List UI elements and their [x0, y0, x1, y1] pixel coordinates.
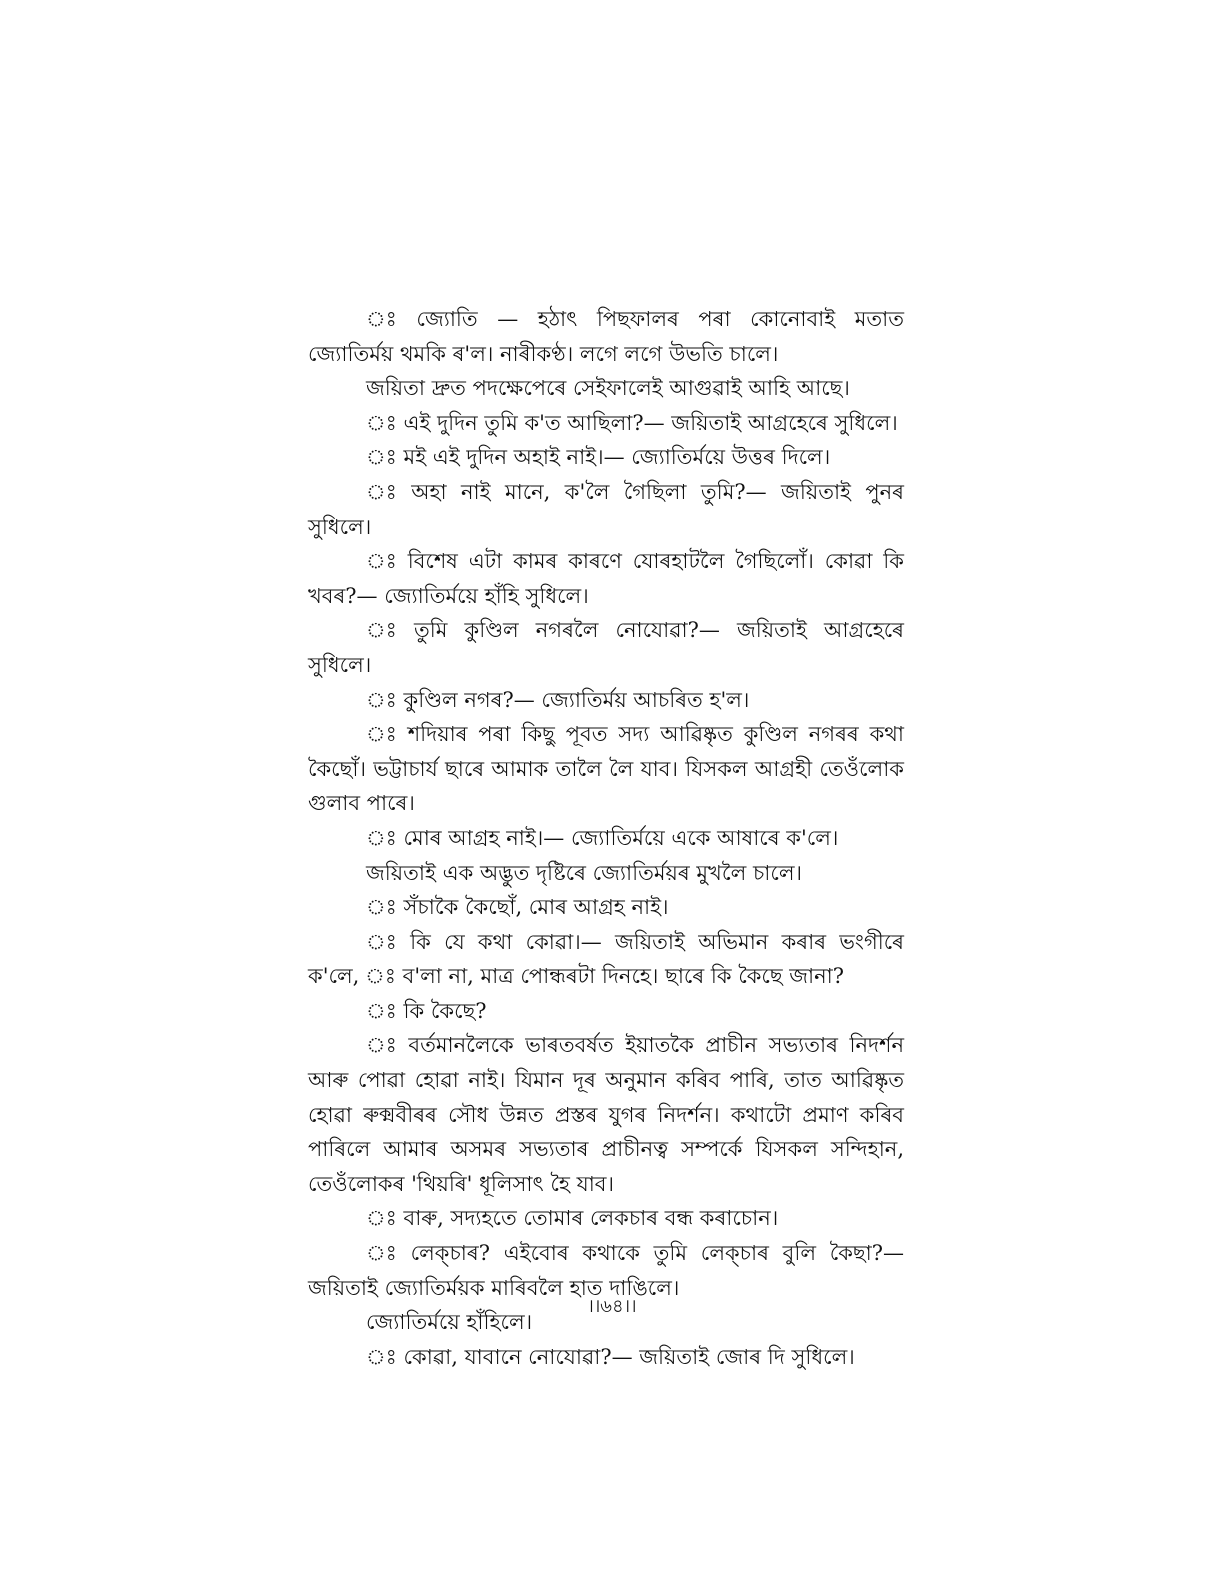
paragraph: ঃ মই এই দুদিন অহাই নাই।— জ্যোতিৰ্ময়ে উত্তৰ দিলে।	[366, 445, 831, 470]
paragraph: জয়িতা দ্ৰুত পদক্ষেপেৰে সেইফালেই আগুৱাই আহি আছে।	[366, 376, 850, 401]
paragraph: জয়িতাই এক অদ্ভুত দৃষ্টিৰে জ্যোতিৰ্ময়ৰ মুখলৈ চালে।	[366, 860, 802, 885]
paragraph: ঃ কি কৈছে?	[366, 998, 487, 1023]
paragraph: ঃ কুণ্ডিল নগৰ?— জ্যোতিৰ্ময় আচৰিত হ'ল।	[366, 687, 750, 712]
paragraph: ঃ বিশেষ এটা কামৰ কাৰণে যোৰহাটলৈ গৈছিলোঁ। কোৱা কি খবৰ?— জ্যোতিৰ্ময়ে হাঁহি সুধিলে।	[308, 549, 904, 608]
paragraph: ঃ মোৰ আগ্ৰহ নাই।— জ্যোতিৰ্ময়ে একে আষাৰে ক'লে।	[366, 825, 839, 850]
page-body-text	[308, 302, 904, 1374]
paragraph: ঃ শদিয়াৰ পৰা কিছু পূবত সদ্য আৱিষ্কৃত কুণ্ডিল নগৰৰ কথা কৈছোঁ। ভট্টাচাৰ্য ছাৰে আমাক তালৈ লৈ যাব। যিসকল আগ্ৰহী তেওঁলোক গুলাব পাৰে।	[308, 722, 904, 816]
paragraph: ঃ কি যে কথা কোৱা।— জয়িতাই অভিমান কৰাৰ ভংগীৰে ক'লে, ঃ ব'লা না, মাত্ৰ পোন্ধৰটা দিনহে। ছাৰে কি কৈছে জানা?	[308, 929, 904, 989]
paragraph: ঃ লেক্‌চাৰ? এইবোৰ কথাকে তুমি লেক্‌চাৰ বুলি কৈছা?— জয়িতাই জ্যোতিৰ্ময়ক মাৰিবলৈ হাত দাঙিলে।	[308, 1241, 904, 1300]
page-number: ।।৬৪।।	[587, 1296, 637, 1317]
paragraph: জ্যোতিৰ্ময়ে হাঁহিলে।	[366, 1310, 533, 1335]
paragraph: ঃ কোৱা, যাবানে নোযোৱা?— জয়িতাই জোৰ দি সুধিলে।	[366, 1344, 855, 1369]
paragraph: ঃ সঁচাকৈ কৈছোঁ, মোৰ আগ্ৰহ নাই।	[366, 895, 669, 920]
paragraph: ঃ এই দুদিন তুমি ক'ত আছিলা?— জয়িতাই আগ্ৰহেৰে সুধিলে।	[366, 410, 898, 435]
paragraph: ঃ বৰ্তমানলৈকে ভাৰতবৰ্ষত ইয়াতকৈ প্ৰাচীন সভ্যতাৰ নিদৰ্শন আৰু পোৱা হোৱা নাই। যিমান দূৰ অনুমান কৰিব পাৰি, তাত আৱিষ্কৃত হোৱা ৰুক্মবীৰৰ সৌধ উন্নত প্ৰস্তৰ যুগৰ নিদৰ্শন। কথাটো প্ৰমাণ কৰিব পাৰিলে আমাৰ অসমৰ সভ্যতাৰ প্ৰাচীনত্ব সম্পৰ্কে যিসকল সন্দিহান, তেওঁলোকৰ 'থিয়ৰি' ধূলিসাৎ হৈ যাব।	[308, 1033, 904, 1196]
paragraph: ঃ বাৰু, সদ্যহতে তোমাৰ লেকচাৰ বন্ধ কৰাচোন।	[366, 1206, 779, 1231]
paragraph: ঃ জ্যোতি — হঠাৎ পিছফালৰ পৰা কোনোবাই মতাত জ্যোতিৰ্ময় থমকি ৰ'ল। নাৰীকণ্ঠ। লগে লগে উভতি চালে।	[308, 307, 904, 366]
paragraph: ঃ তুমি কুণ্ডিল নগৰলৈ নোযোৱা?— জয়িতাই আগ্ৰহেৰে সুধিলে।	[308, 618, 904, 677]
paragraph: ঃ অহা নাই মানে, ক'লৈ গৈছিলা তুমি?— জয়িতাই পুনৰ সুধিলে।	[308, 479, 904, 539]
